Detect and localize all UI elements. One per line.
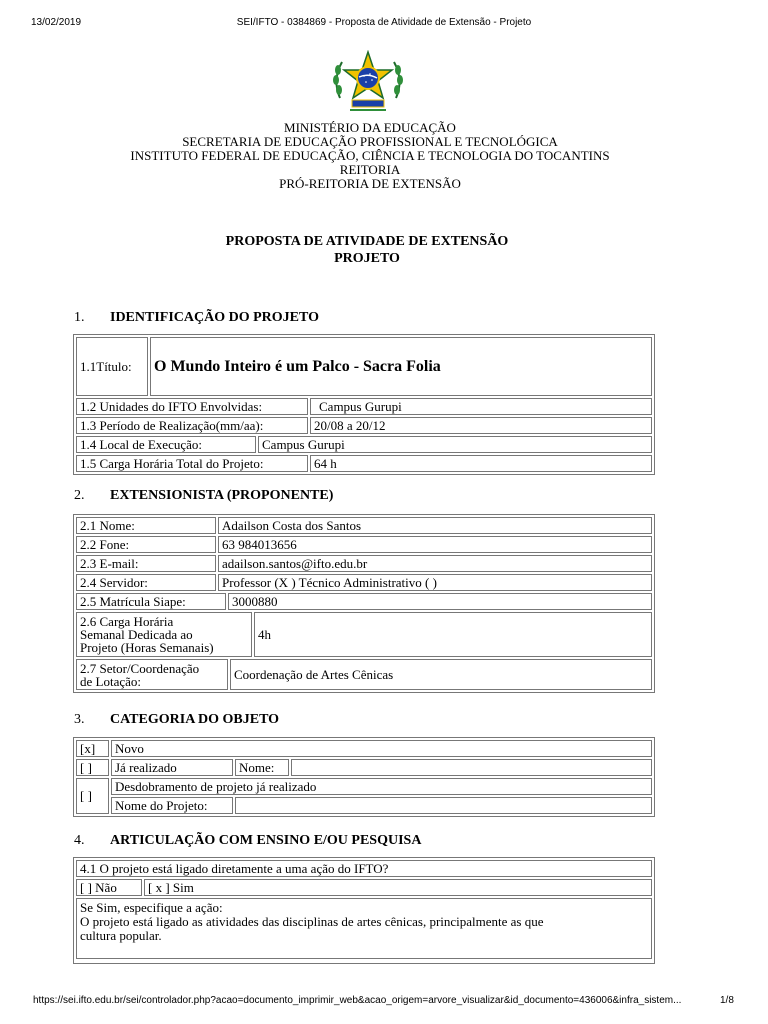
- document-title-line1: PROPOSTA DE ATIVIDADE DE EXTENSÃO: [225, 234, 509, 249]
- siape-value: 3000880: [228, 593, 652, 610]
- section-1-heading: [74, 310, 319, 326]
- print-page-title: SEI/IFTO - 0384869 - Proposta de Atividade de Extensão - Projeto: [236, 17, 532, 28]
- nome-label: 2.1 Nome:: [76, 517, 216, 534]
- table-row: [76, 555, 652, 572]
- setor-label: [76, 659, 228, 690]
- table-row: [111, 797, 652, 814]
- table-row: [76, 860, 652, 877]
- carga-semanal-label: [76, 612, 252, 657]
- table-row: [76, 593, 652, 610]
- section-3-heading: [74, 712, 279, 728]
- table-row: [76, 659, 652, 690]
- section-number: 1.: [74, 310, 85, 325]
- section-title: IDENTIFICAÇÃO DO PROJETO: [110, 310, 319, 325]
- nome-field[interactable]: [291, 759, 652, 776]
- org-line-secretaria: SECRETARIA DE EDUCAÇÃO PROFISSIONAL E TECNOLÓGICA: [182, 134, 558, 149]
- section-4-heading: [74, 833, 421, 849]
- print-url: https://sei.ifto.edu.br/sei/controlador.php?acao=documento_imprimir_web&acao_origem=arvore_visualizar&id_documento=436006&infra_sistem...: [33, 995, 682, 1006]
- table-row: [111, 778, 652, 795]
- nome-projeto-label: Nome do Projeto:: [111, 797, 233, 814]
- table-row: [76, 436, 652, 453]
- table-row: [76, 337, 652, 396]
- org-line-pro-reitoria: PRÓ-REITORIA DE EXTENSÃO: [279, 176, 461, 191]
- nome-label: Nome:: [235, 759, 289, 776]
- brazil-coat-of-arms-icon: [330, 50, 406, 114]
- setor-value: Coordenação de Artes Cênicas: [230, 659, 652, 690]
- section-title: CATEGORIA DO OBJETO: [110, 712, 280, 727]
- unidades-label: 1.2 Unidades do IFTO Envolvidas:: [76, 398, 308, 415]
- detail-line: Se Sim, especifique a ação:: [80, 900, 223, 915]
- detail-line: O projeto está ligado as atividades das disciplinas de artes cênicas, principalmente as que: [80, 914, 544, 929]
- table-row: [76, 879, 652, 896]
- desdobramento-checkbox[interactable]: [ ]: [76, 778, 109, 814]
- email-label: 2.3 E-mail:: [76, 555, 216, 572]
- servidor-label: 2.4 Servidor:: [76, 574, 216, 591]
- setor-label-line: de Lotação:: [80, 673, 141, 689]
- org-line-ministerio: MINISTÉRIO DA EDUCAÇÃO: [284, 120, 456, 135]
- articulacao-detail: [76, 898, 652, 959]
- table-row: [76, 517, 652, 534]
- periodo-label: 1.3 Período de Realização(mm/aa):: [76, 417, 308, 434]
- articulacao-question: 4.1 O projeto está ligado diretamente a uma ação do IFTO?: [76, 860, 652, 877]
- unidades-value: Campus Gurupi: [310, 398, 652, 415]
- section-2-heading: [74, 488, 333, 504]
- org-line-reitoria: REITORIA: [339, 162, 401, 177]
- novo-label: Novo: [111, 740, 652, 757]
- table-row: [76, 455, 652, 472]
- nao-option[interactable]: [ ] Não: [76, 879, 142, 896]
- novo-checkbox[interactable]: [x]: [76, 740, 109, 757]
- table-row: [76, 778, 652, 814]
- realizado-label: Já realizado: [111, 759, 233, 776]
- section-number: 3.: [74, 712, 85, 727]
- realizado-checkbox[interactable]: [ ]: [76, 759, 109, 776]
- desdobramento-group: [111, 778, 652, 814]
- table-row: [76, 759, 652, 776]
- table-row: [76, 612, 652, 657]
- print-date: 13/02/2019: [31, 17, 82, 28]
- table-row: [76, 417, 652, 434]
- sim-option[interactable]: [ x ] Sim: [144, 879, 652, 896]
- carga-semanal-label-line: Semanal Dedicada ao: [80, 627, 193, 642]
- nome-projeto-field[interactable]: [235, 797, 652, 814]
- periodo-value: 20/08 a 20/12: [310, 417, 652, 434]
- org-line-instituto: INSTITUTO FEDERAL DE EDUCAÇÃO, CIÊNCIA E TECNOLOGIA DO TOCANTINS: [130, 148, 610, 163]
- fone-value: 63 984013656: [218, 536, 652, 553]
- detail-line: cultura popular.: [80, 928, 162, 943]
- section-title: EXTENSIONISTA (PROPONENTE): [110, 488, 334, 503]
- local-label: 1.4 Local de Execução:: [76, 436, 256, 453]
- servidor-value: Professor (X ) Técnico Administrativo ( ): [218, 574, 652, 591]
- articulacao-table: [73, 857, 655, 964]
- titulo-value: O Mundo Inteiro é um Palco - Sacra Folia: [150, 337, 652, 396]
- titulo-label: 1.1Título:: [76, 337, 148, 396]
- desdobramento-label: Desdobramento de projeto já realizado: [111, 778, 652, 795]
- table-row: [76, 536, 652, 553]
- document-title-line2: PROJETO: [334, 251, 400, 266]
- nome-value: Adailson Costa dos Santos: [218, 517, 652, 534]
- setor-label-line: 2.7 Setor/Coordenação: [80, 660, 200, 676]
- carga-semanal-label-line: 2.6 Carga Horária: [80, 614, 174, 629]
- document-title: [0, 233, 734, 267]
- siape-label: 2.5 Matrícula Siape:: [76, 593, 226, 610]
- carga-label: 1.5 Carga Horária Total do Projeto:: [76, 455, 308, 472]
- categoria-table: [73, 737, 655, 817]
- section-number: 2.: [74, 488, 85, 503]
- organization-header: [0, 121, 740, 191]
- section-number: 4.: [74, 833, 85, 848]
- table-row: [76, 574, 652, 591]
- table-row: [76, 898, 652, 959]
- identification-table: [73, 334, 655, 475]
- section-title: ARTICULAÇÃO COM ENSINO E/OU PESQUISA: [110, 833, 422, 848]
- email-value: adailson.santos@ifto.edu.br: [218, 555, 652, 572]
- print-page-number: 1/8: [720, 995, 734, 1006]
- carga-semanal-value: 4h: [254, 612, 652, 657]
- carga-value: 64 h: [310, 455, 652, 472]
- carga-semanal-label-line: Projeto (Horas Semanais): [80, 640, 214, 655]
- table-row: [76, 740, 652, 757]
- extensionista-table: [73, 514, 655, 693]
- fone-label: 2.2 Fone:: [76, 536, 216, 553]
- local-value: Campus Gurupi: [258, 436, 652, 453]
- table-row: [76, 398, 652, 415]
